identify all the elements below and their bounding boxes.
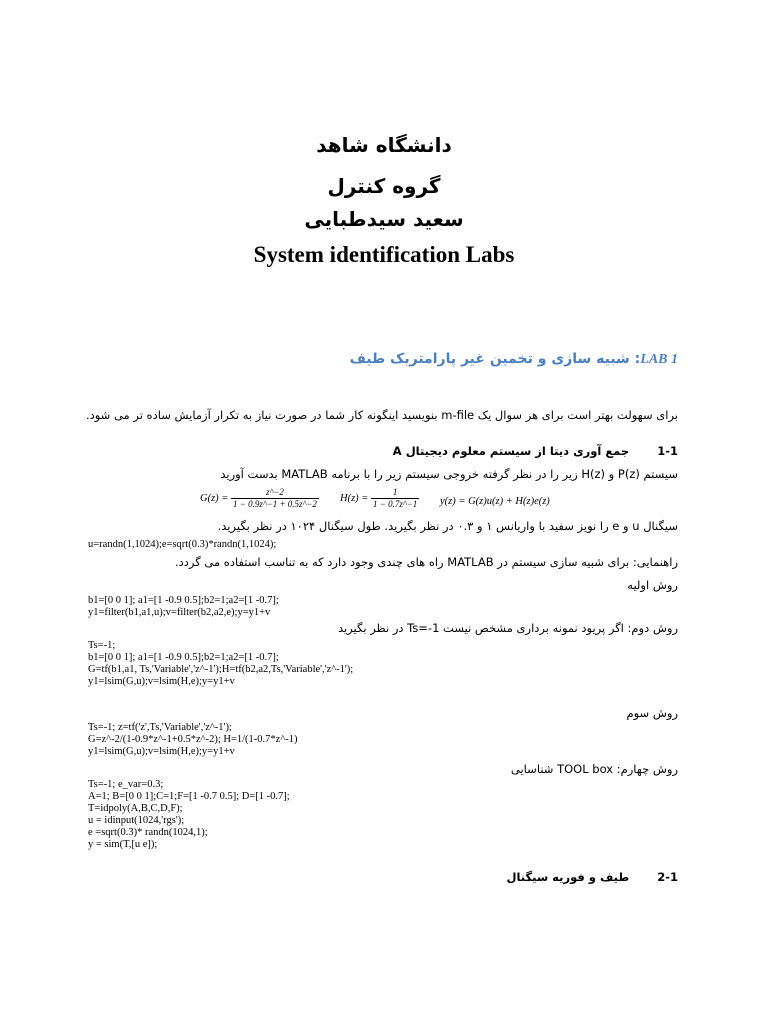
g-denominator: 1 − 0.9z^−1 + 0.5z^−2 [233, 499, 317, 509]
code-line: y1=lsim(G,u);v=lsim(H,e);y=y1+v [88, 746, 235, 757]
h-fraction [371, 487, 419, 510]
g-lhs: G(z) = [200, 492, 229, 504]
method4-code [88, 779, 290, 851]
code-line: u = idinput(1024,'rgs'); [88, 815, 185, 826]
g-equation [200, 487, 319, 510]
section-2-title: طیف و فوریه سیگنال [506, 870, 630, 884]
section-2-number: 2-1 [657, 870, 678, 884]
system-description: سیستم P(z) و H(z) زیر را در نظر گرفته خروجی سیستم زیر را با برنامه MATLAB بدست آورید [220, 467, 678, 481]
method3-code [88, 722, 298, 758]
author-name: سعید سیدطبایی [304, 207, 464, 231]
code-line: Ts=-1; [88, 640, 116, 651]
section-1-title: جمع آوری دیتا از سیستم معلوم دیجیتال A [392, 444, 630, 458]
university-title: دانشگاه شاهد [316, 133, 452, 157]
code-line: y1=lsim(G,u);v=lsim(H,e);y=y1+v [88, 676, 235, 687]
code-line: y1=filter(b1,a1,u);v=filter(b2,a2,e);y=y1+v [88, 607, 271, 618]
section-1-heading [393, 444, 678, 458]
y-equation: y(z) = G(z)u(z) + H(z)e(z) [440, 496, 550, 507]
intro-paragraph: برای سهولت بهتر است برای هر سوال یک m-file بنویسید اینگونه کار شما در صورت نیاز به تکرار آزمایش ساده تر می شود. [85, 408, 678, 422]
lab1-number: LAB 1 [640, 352, 678, 367]
code-line: e =sqrt(0.3)* randn(1024,1); [88, 827, 208, 838]
h-lhs: H(z) = [340, 492, 369, 504]
section-1-number: 1-1 [657, 444, 678, 458]
h-equation [340, 487, 419, 510]
method2-label: روش دوم: اگر پریود نمونه برداری مشخص نیست Ts=-1 در نظر بگیرید [337, 621, 678, 635]
g-numerator: z^−2 [231, 487, 319, 499]
h-numerator: 1 [371, 487, 419, 499]
lab1-title: : شبیه سازی و تخمین غیر پارامتریک طیف [349, 351, 641, 367]
method2-code [88, 640, 353, 688]
code-line: Ts=-1; e_var=0.3; [88, 779, 164, 790]
lab1-heading [350, 351, 678, 368]
code-line: Ts=-1; z=tf('z',Ts,'Variable','z^-1'); [88, 722, 232, 733]
method1-code [88, 595, 279, 619]
method4-label: روش چهارم: TOOL box شناسایی [510, 762, 678, 776]
code-line: y = sim(T,[u e]); [88, 839, 158, 850]
method1-label: روش اولیه [627, 578, 678, 592]
course-title: System identification Labs [253, 242, 515, 267]
code-line: b1=[0 0 1]; a1=[1 -0.9 0.5];b2=1;a2=[1 -0.7]; [88, 652, 279, 663]
g-fraction [231, 487, 319, 510]
section-2-heading [506, 870, 678, 884]
code-line: b1=[0 0 1]; a1=[1 -0.9 0.5];b2=1;a2=[1 -0.7]; [88, 595, 279, 606]
signal-description: سیگنال u و e را نویز سفید با واریانس ۱ و ۰.۳ در نظر بگیرید. طول سیگنال ۱۰۲۴ در نظر بگیرید. [217, 519, 678, 533]
code-line: T=idpoly(A,B,C,D,F); [88, 803, 183, 814]
h-denominator: 1 − 0.7z^−1 [373, 499, 418, 509]
method3-label: روش سوم [626, 706, 678, 720]
code-line: A=1; B=[0 0 1];C=1;F=[1 -0.7 0.5]; D=[1 -0.7]; [88, 791, 290, 802]
code-line: G=z^-2/(1-0.9*z^-1+0.5*z^-2); H=1/(1-0.7*z^-1) [88, 734, 298, 745]
noise-code: u=randn(1,1024);e=sqrt(0.3)*randn(1,1024); [88, 539, 277, 550]
guide-text: راهنمایی: برای شبیه سازی سیستم در MATLAB راه های چندی وجود دارد که به تناسب استفاده می گردد. [175, 555, 678, 569]
code-line: G=tf(b1,a1, Ts,'Variable','z^-1');H=tf(b2,a2,Ts,'Variable','z^-1'); [88, 664, 354, 675]
department-title: گروه کنترل [327, 174, 441, 198]
